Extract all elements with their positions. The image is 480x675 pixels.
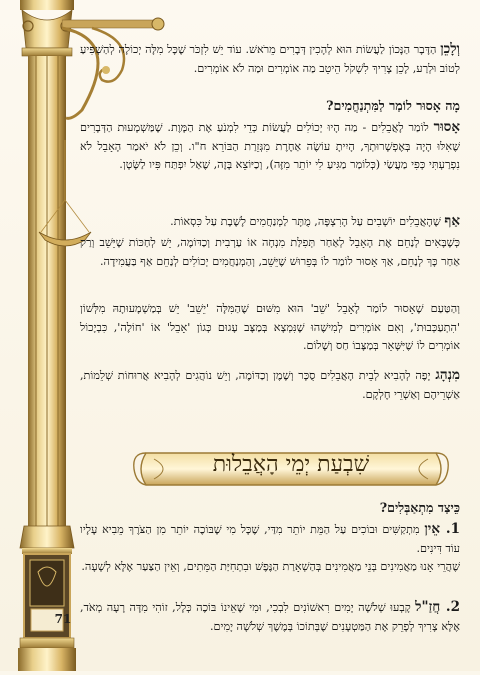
paragraph-4: כְּשֶׁבָּאִים לְנַחֵם אֶת הָאָבֵל לְאַחַר תְּפִלַּת מִנְחָה אוֹ עַרְבִית וְכַדּוֹמֶה, יֵשׁ לְחַכּוֹת שֶׁיֵּשֵׁב וְרַק אַחַר כָּךְ לְנַחֵם, אַךְ אָסוּר לוֹמַר לוֹ בְּפֵרוּשׁ שֶׁיֵּשֵׁב, וְהַמְנַחֲמִים יְכוֹלִים לְנַחֵם אַף בַּעֲמִידָה. bbox=[80, 236, 460, 268]
paragraph-1-lead: וְלָכֵן bbox=[440, 41, 460, 57]
item-2-lead: 2. חֲזַ"ל bbox=[415, 599, 460, 615]
paragraph-2-text: לוֹמַר לָאֲבֵלִים - מַה הָיוּ יְכוֹלִים לַעֲשׂוֹת כְּדֵי לִמְנֹעַ אֶת הַמָּוֶת. שֶׁמַּשְׁמָעוּת הַדְּבָרִים שֶׁאִלּוּ הָיָה בְּאֶפְשָׁרוּתְךָ, הָיִיתָ עוֹשֶׂה אַחֶרֶת מִגְּזֵרַת הַבּוֹרֵא ח"ו. וְכֵן לֹא יֹאמַר הָאָבֵל לֹא נִפְרַעְתִּי כְּפִי מַעֲשַׂי (כְּלוֹמַר מַגִּיעַ לִי יוֹתֵר מִזֶּה), וְכַיּוֹצֵא בָּזֶה, שֶׁאַל יִפְתַּח פִּיו לַשָּׂטָן. bbox=[80, 121, 460, 172]
item-1-continuation: שֶׁהֲרֵי אָנוּ מַאֲמִינִים בְּנֵי מַאֲמִינִים בְּהַשְׁאָרַת הַנֶּפֶשׁ וּבִתְחִיַּת הַמֵּתִים, וְאֵין הַצַּעַר אֶלָּא לְשָׁעָה. bbox=[81, 560, 460, 573]
paragraph-3-text: שֶׁהָאֲבֵלִים יוֹשְׁבִים עַל הָרִצְפָּה, מֻתָּר לַמְנַחֲמִים לָשֶׁבֶת עַל כִּסְאוֹת. bbox=[170, 215, 445, 228]
heading-what-not-to-say: מָה אָסוּר לוֹמַר לַמִּתְנַחֲמִים? bbox=[326, 98, 460, 113]
banner-title: שִׁבְעַת יְמֵי הָאֲבֵלוּת bbox=[212, 452, 370, 477]
item-1-text: מִתְקַשִּׁים וּבוֹכִים עַל הַמֵּת יוֹתֵר מִדַּי, שֶׁכָּל מִי שֶׁבּוֹכֶה יוֹתֵר מִן הַצֹּרֶךְ מֵבִיא עָלָיו עוֹד דִּינִים. bbox=[80, 523, 460, 555]
paragraph-5: וְהַטַּעַם שֶׁאָסוּר לוֹמַר לָאָבֵל 'שֵׁב' הוּא מִשּׁוּם שֶׁהַמִּלָּה 'יֵשֵׁב' יֵשׁ בְּמַשְׁמָעוּתָהּ מִלְּשׁוֹן 'הִתְעַכְּבוּת', וְאִם אוֹמְרִים לְמִישֶׁהוּ שֶׁנִּמְצָא בְּמַצָּב עָגוּם כְּגוֹן 'אָבֵל' אוֹ 'חוֹלֶה', כִּבְיָכוֹל אוֹמְרִים לוֹ שֶׁיִּשָּׁאֵר בְּמַצָּבוֹ חַס וְשָׁלוֹם. bbox=[80, 302, 460, 353]
paragraph-3-lead: אַף bbox=[444, 213, 460, 229]
paragraph-2-lead: אָסוּר bbox=[433, 119, 460, 135]
paragraph-1-text: הַדָּבָר הַנָּכוֹן לַעֲשׂוֹת הוּא לְהָכִין דְּבָרִים מֵרֹאשׁ. עוֹד יֵשׁ לִזְכֹּר שֶׁכָּל מִלָּה יְכוֹלָה לְהַשְׁפִּיעַ לְטוֹב וּלְרַע, לָכֵן צָרִיךְ לִשְׁקֹל הֵיטֵב מַה אוֹמְרִים וּמַה לֹא אוֹמְרִים. bbox=[80, 43, 460, 75]
paragraph-3 bbox=[80, 212, 460, 232]
main-text bbox=[78, 0, 470, 671]
item-1 bbox=[80, 520, 460, 558]
item-2 bbox=[80, 598, 460, 636]
paragraph-1 bbox=[80, 40, 460, 78]
page-number: 71 bbox=[54, 612, 72, 626]
heading-how-to-mourn: כֵּיצַד מִתְאַבְּלִים? bbox=[379, 500, 460, 515]
section-banner bbox=[132, 445, 450, 493]
item-1-lead: 1. אֵין bbox=[424, 521, 460, 537]
paragraph-6-text: יָפֶה לְהָבִיא לְבֵית הָאֲבֵלִים סֻכָּר וְשֶׁמֶן וְכַדּוֹמֶה, וְיֵשׁ נוֹהֲגִים לְהָבִיא אֲרוּחוֹת שְׁלֵמוֹת, אַשְׁרֵיהֶם וְאַשְׁרֵי חֶלְקָם. bbox=[80, 369, 460, 401]
item-2-text: קָבְעוּ שְׁלֹשָׁה יָמִים רִאשׁוֹנִים לִבְכִי, וּמִי שֶׁאֵינוֹ בּוֹכֶה כְּלָל, זוֹהִי מִדָּה רָעָה מְאֹד, אֶלָּא צָרִיךְ לְפָרֵק אֶת הַמַּטְעָנִים שֶׁבְּתוֹכוֹ בְּמֶשֶׁךְ שְׁלֹשָׁה יָמִים. bbox=[80, 601, 460, 633]
paragraph-6 bbox=[80, 366, 460, 404]
paragraph-6-lead: מִנְהָג bbox=[435, 367, 460, 383]
paragraph-2 bbox=[80, 118, 460, 175]
